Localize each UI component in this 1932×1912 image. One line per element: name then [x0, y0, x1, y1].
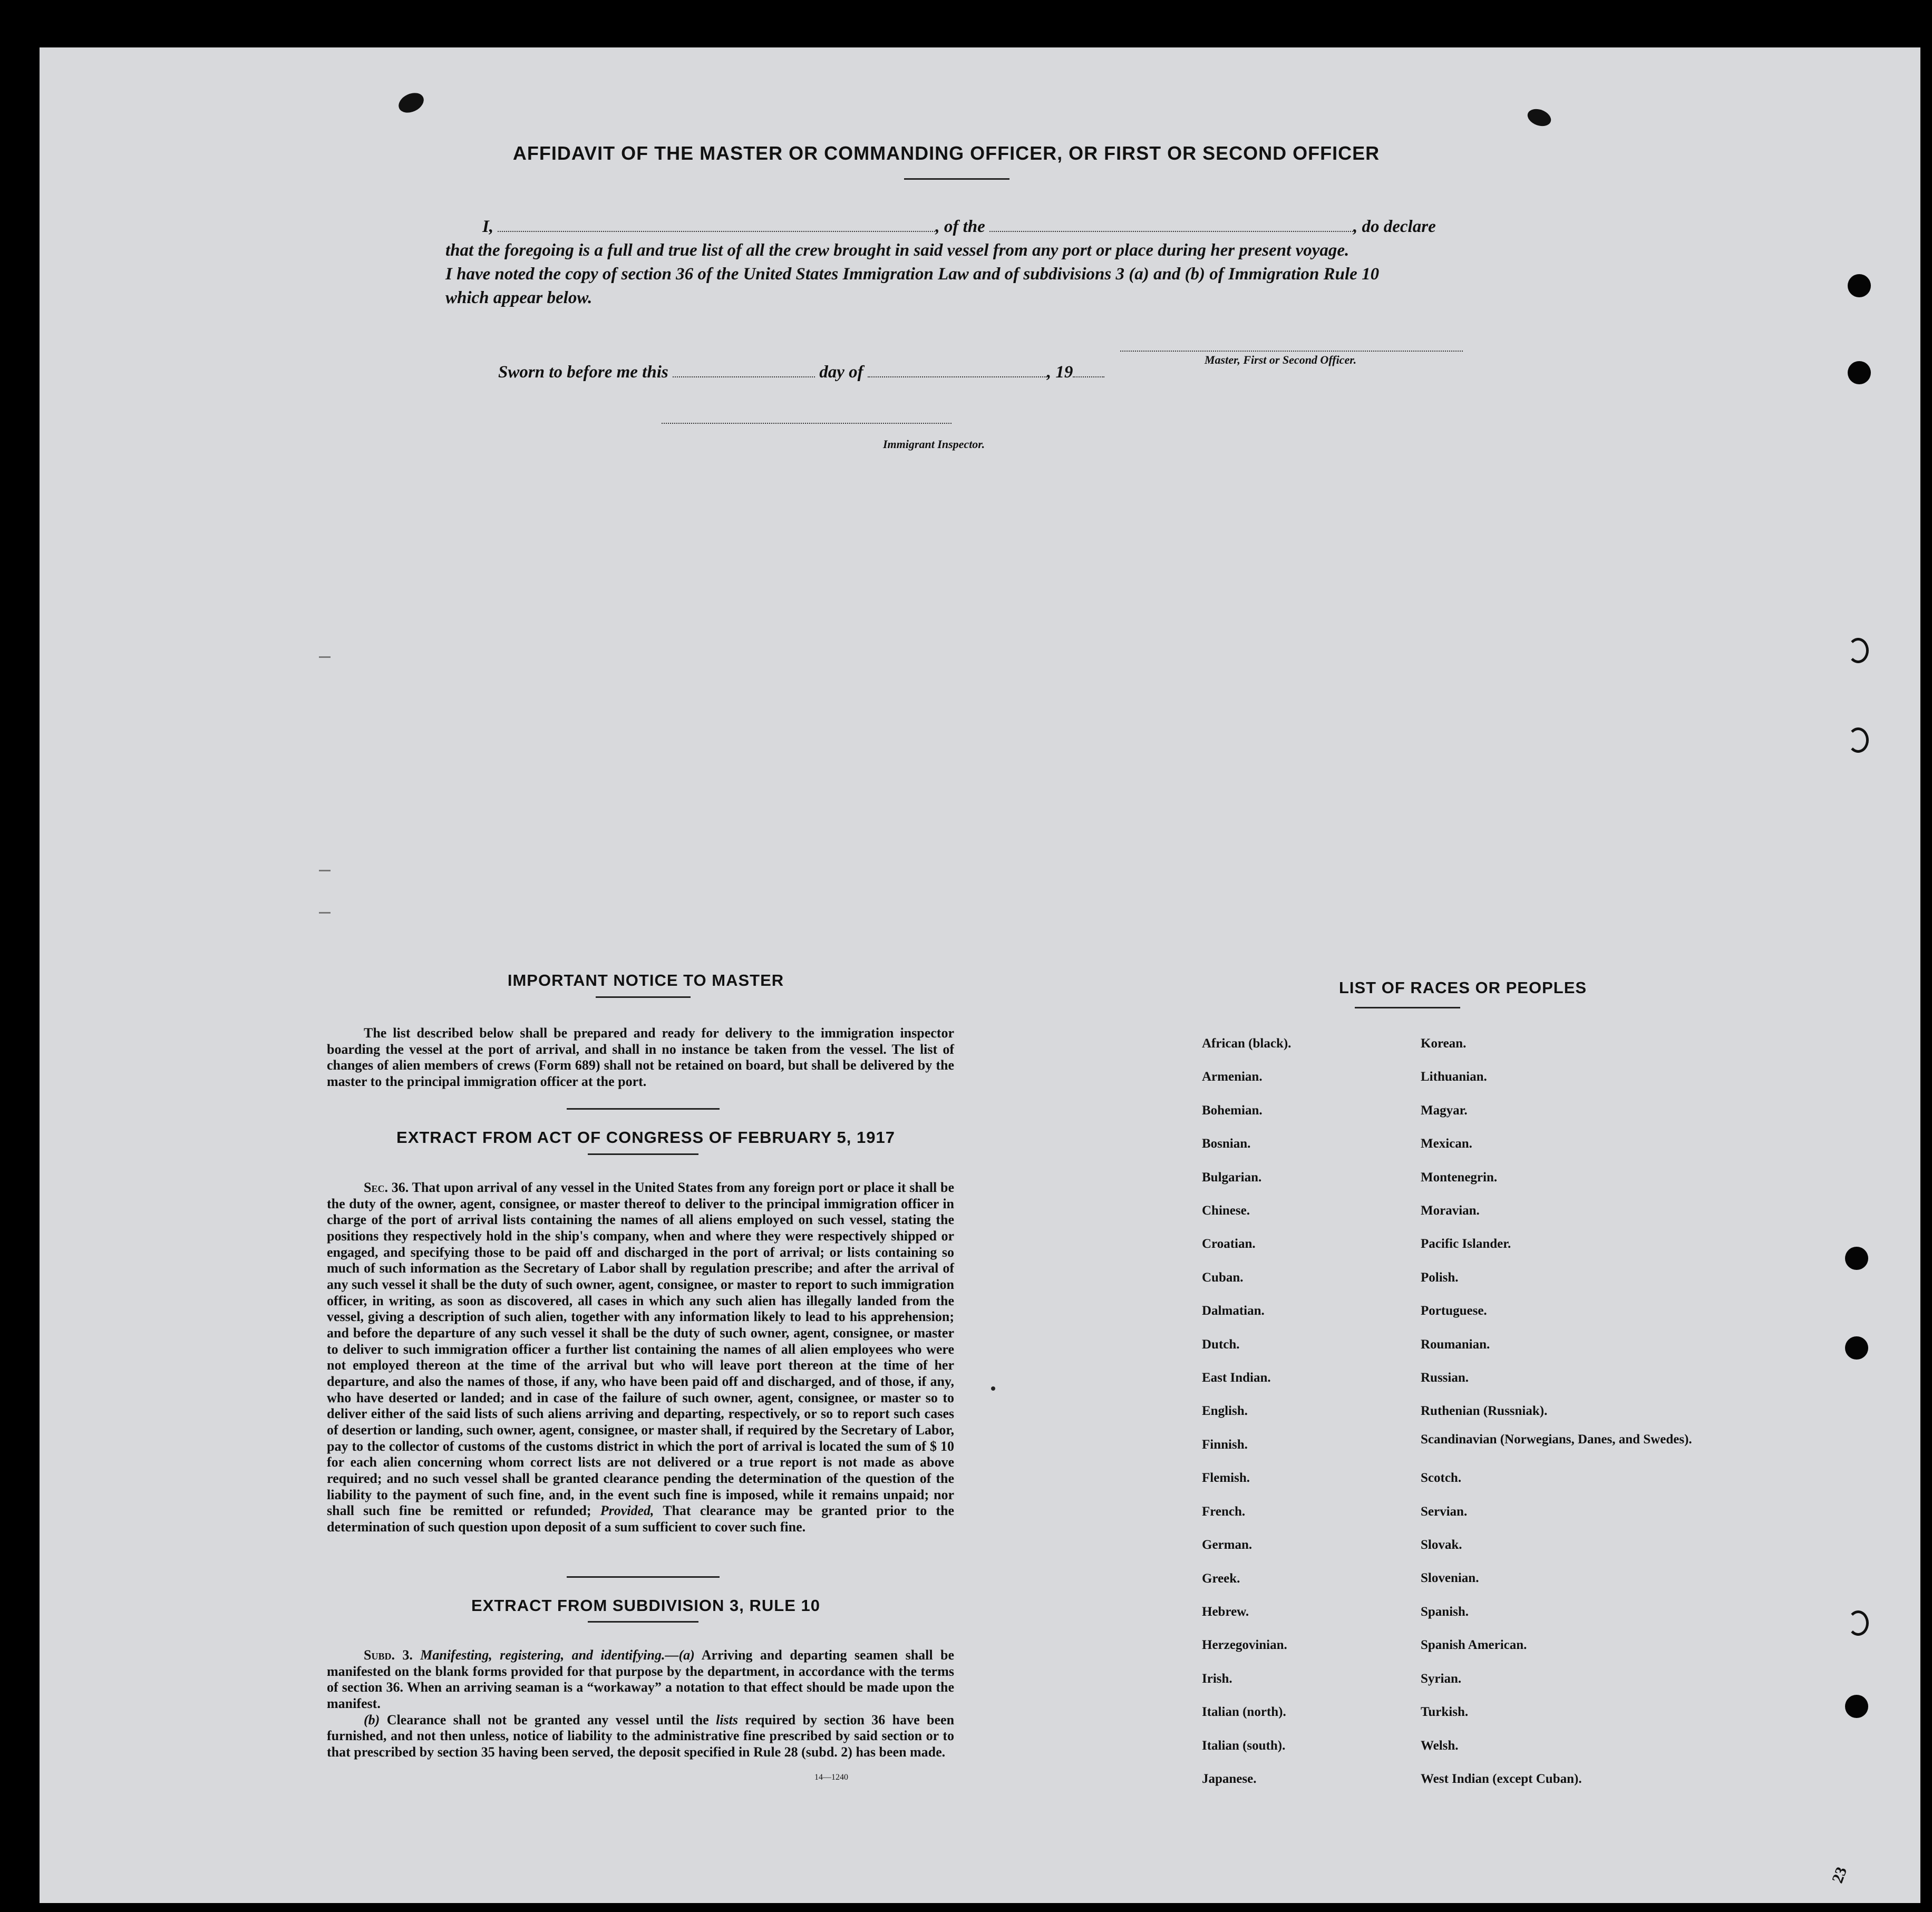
subd-heading: Manifesting, registering, and identifying.—(a): [420, 1647, 695, 1663]
race-item: Croatian.: [1202, 1237, 1256, 1251]
binder-hole-icon: [1848, 361, 1871, 384]
affidavit-title: AFFIDAVIT OF THE MASTER OR COMMANDING OFFICER, OR FIRST OR SECOND OFFICER: [512, 142, 1380, 164]
corner-number: 23: [1828, 1865, 1851, 1886]
rule-extract-title: EXTRACT FROM SUBDIVISION 3, RULE 10: [471, 1596, 820, 1615]
binder-ring-icon: [1848, 727, 1869, 753]
notice-title: IMPORTANT NOTICE TO MASTER: [507, 971, 784, 989]
race-item: Bosnian.: [1202, 1137, 1251, 1151]
race-item: East Indian.: [1202, 1371, 1271, 1385]
race-item: Roumanian.: [1421, 1337, 1490, 1352]
binder-ring-icon: [1848, 1610, 1869, 1636]
sworn-line: [498, 363, 1131, 382]
notice-title-rule: [596, 996, 691, 998]
binder-hole-icon: [1848, 274, 1871, 297]
race-item: Ruthenian (Russniak).: [1421, 1404, 1548, 1419]
race-item: Flemish.: [1202, 1471, 1250, 1486]
subd-b-text-2: required by section 36 have been furnished, and not then unless, notice of liability to the administrative fine prescribed by said section or to that prescribed by section 35 having been served, the deposit specified in Rule 28 (subd. 2) has been made.: [327, 1712, 955, 1760]
affidavit-line-3: I have noted the copy of section 36 of the United States Immigration Law and of subdivisions 3 (a) and (b) of Immigration Rule 10: [445, 265, 1380, 284]
show-through-mark: [319, 870, 331, 871]
race-item: Montenegrin.: [1421, 1170, 1498, 1185]
binder-ring-icon: [1848, 638, 1869, 663]
inspector-label: Immigrant Inspector.: [883, 438, 985, 451]
act-extract-title: EXTRACT FROM ACT OF CONGRESS OF FEBRUARY 5, 1917: [396, 1128, 895, 1147]
race-item: English.: [1202, 1404, 1248, 1419]
proviso-label: Provided,: [600, 1503, 654, 1519]
stray-dot: [991, 1386, 995, 1391]
act-extract-text: [327, 1180, 954, 1536]
races-right-column: [1421, 1027, 1695, 1795]
race-item: Syrian.: [1421, 1671, 1462, 1686]
rule-extract-title-rule: [588, 1621, 698, 1623]
race-item: Irish.: [1202, 1671, 1232, 1686]
rule-extract-text: [327, 1647, 954, 1761]
name-blank[interactable]: [498, 231, 935, 232]
subd-a-paragraph: [327, 1647, 954, 1712]
race-item: African (black).: [1202, 1036, 1292, 1051]
races-left-column: [1202, 1027, 1413, 1795]
affidavit-title-rule: [904, 178, 1009, 180]
notice-text: The list described below shall be prepared and ready for delivery to the immigration inspector boarding the vessel at the port of arrival, and shall in no instance be taken from the vessel. The list of changes of alien members of crews (Form 689) shall not be retained on board, but shall be delivered by the master to the principal immigration officer at the port.: [327, 1025, 954, 1090]
affidavit-i-label: I,: [482, 217, 494, 236]
punch-mark-left: [395, 89, 427, 117]
subd-label: Subd. 3.: [364, 1647, 413, 1663]
sec-label: Sec. 36.: [364, 1180, 409, 1195]
vessel-blank[interactable]: [989, 231, 1353, 232]
race-item: Italian (north).: [1202, 1705, 1286, 1720]
sworn-label: Sworn to before me this: [498, 363, 668, 382]
subd-b-label: (b): [364, 1712, 380, 1727]
race-item: Dutch.: [1202, 1337, 1240, 1352]
race-item: Spanish.: [1421, 1604, 1469, 1619]
race-item: Magyar.: [1421, 1103, 1468, 1118]
act-text-end: That clearance may be granted prior to the determination of such question upon deposit of a sum sufficient to cover such fine.: [327, 1503, 955, 1535]
binder-hole-icon: [1845, 1695, 1868, 1718]
race-item: Finnish.: [1202, 1437, 1248, 1452]
races-title: LIST OF RACES OR PEOPLES: [1338, 978, 1587, 997]
binder-hole-icon: [1845, 1247, 1868, 1270]
sworn-month-blank[interactable]: [868, 376, 1047, 377]
race-item: West Indian (except Cuban).: [1421, 1771, 1582, 1786]
race-item: Spanish American.: [1421, 1638, 1527, 1653]
race-item: Pacific Islander.: [1421, 1237, 1511, 1251]
punch-mark-right: [1525, 106, 1553, 129]
affidavit-line-1: [445, 215, 1521, 239]
master-signature-label: Master, First or Second Officer.: [1205, 353, 1357, 366]
act-extract-title-rule: [588, 1153, 698, 1155]
year-prefix-label: , 19: [1046, 363, 1073, 382]
race-item: Dalmatian.: [1202, 1304, 1265, 1318]
race-item: Bohemian.: [1202, 1103, 1263, 1118]
race-item: Slovak.: [1421, 1538, 1462, 1552]
form-number: 14—1240: [814, 1773, 848, 1782]
race-item: Mexican.: [1421, 1137, 1472, 1151]
section-divider: [567, 1108, 720, 1110]
act-text-main: That upon arrival of any vessel in the United States from any foreign port or place it shall be the duty of the owner, agent, consignee, or master thereof to deliver to the principal immigration officer in charge of the port of arrival lists containing the names of all aliens employed on such vessel, stating the positions they respectively hold in the ship's company, when and where they were respectively shipped or engaged, and specifying those to be paid off and discharged in the port of arrival; or lists containing so much of such information as the Secretary of Labor shall by regulation prescribe; and after the arrival of any such vessel it shall be the duty of such owner, agent, consignee, or master to report to such immigration officer, in writing, as soon as discovered, all cases in which any such alien has illegally landed from the vessel, giving a description of such alien, together with any information likely to lead to his apprehension; and before the departure of any such vessel it shall be the duty of such owner, agent, consignee, or master to deliver to such immigration officer a further list containing the names of all alien employees who were not employed thereon at the time of the arrival but who will leave port thereon at the time of her departure, and also the names of those, if any, who have been paid off and discharged, and of those, if any, who have deserted or landed; and in case of the failure of such owner, agent, consignee, or master so to deliver either of the said lists of such aliens arriving and departing, respectively, or so to report such cases of desertion or landing, such owner, agent, consignee, or master shall, if required by the Secretary of Labor, pay to the collector of customs of the customs district in which the port of arrival is located the sum of $ 10 for each alien concerning whom correct lists are not delivered or a true report is not made as above required; and no such vessel shall be granted clearance pending the determination of the question of the liability to the payment of such fine, and, in the event such fine is imposed, while it remains unpaid; nor shall such fine be remitted or refunded;: [327, 1180, 955, 1519]
race-item: Korean.: [1421, 1036, 1467, 1051]
master-signature-line[interactable]: [1120, 351, 1463, 352]
race-item: Hebrew.: [1202, 1604, 1249, 1619]
race-item: Scandinavian (Norwegians, Danes, and Swedes).: [1421, 1432, 1692, 1447]
race-item: Moravian.: [1421, 1204, 1480, 1218]
subd-b-text-1: Clearance shall not be granted any vessel until the: [386, 1712, 709, 1727]
race-item: Armenian.: [1202, 1070, 1263, 1084]
race-item: Turkish.: [1421, 1705, 1469, 1720]
race-item: Chinese.: [1202, 1204, 1250, 1218]
affidavit-body: [445, 215, 1521, 310]
subd-a-text: Arriving and departing seamen shall be manifested on the blank forms provided for that purpose by the department, in accordance with the terms of section 36. When an arriving seaman is a “workaway” a notation to that effect should be made upon the manifest.: [327, 1647, 955, 1712]
subd-b-paragraph: [327, 1712, 954, 1761]
race-item: Cuban.: [1202, 1270, 1244, 1285]
lists-word: lists: [716, 1712, 739, 1727]
affidavit-line-2: that the foregoing is a full and true list of all the crew brought in said vessel from any port or place during her present voyage.: [445, 241, 1350, 260]
race-item: Portuguese.: [1421, 1304, 1487, 1318]
race-item: Lithuanian.: [1421, 1070, 1487, 1084]
race-item: Welsh.: [1421, 1738, 1459, 1753]
document-page: [40, 47, 1920, 1903]
sworn-year-blank[interactable]: [1073, 376, 1104, 377]
binder-hole-icon: [1845, 1336, 1868, 1360]
day-of-label: day of: [819, 363, 863, 382]
race-item: Italian (south).: [1202, 1738, 1286, 1753]
race-item: Russian.: [1421, 1371, 1469, 1385]
of-the-label: , of the: [935, 217, 985, 236]
races-title-rule: [1355, 1007, 1460, 1008]
race-item: Scotch.: [1421, 1471, 1462, 1486]
sworn-day-blank[interactable]: [673, 376, 815, 377]
affidavit-line-4: which appear below.: [445, 288, 593, 307]
show-through-mark: [319, 656, 331, 658]
race-item: Slovenian.: [1421, 1571, 1479, 1586]
race-item: Herzegovinian.: [1202, 1638, 1287, 1653]
race-item: Japanese.: [1202, 1771, 1257, 1786]
race-item: French.: [1202, 1504, 1246, 1519]
race-item: German.: [1202, 1538, 1253, 1552]
do-declare-label: , do declare: [1353, 217, 1436, 236]
race-item: Greek.: [1202, 1571, 1240, 1586]
section-divider: [567, 1576, 720, 1578]
inspector-signature-line[interactable]: [662, 423, 952, 424]
show-through-mark: [319, 912, 331, 914]
race-item: Polish.: [1421, 1270, 1459, 1285]
race-item: Bulgarian.: [1202, 1170, 1262, 1185]
race-item: Servian.: [1421, 1504, 1468, 1519]
